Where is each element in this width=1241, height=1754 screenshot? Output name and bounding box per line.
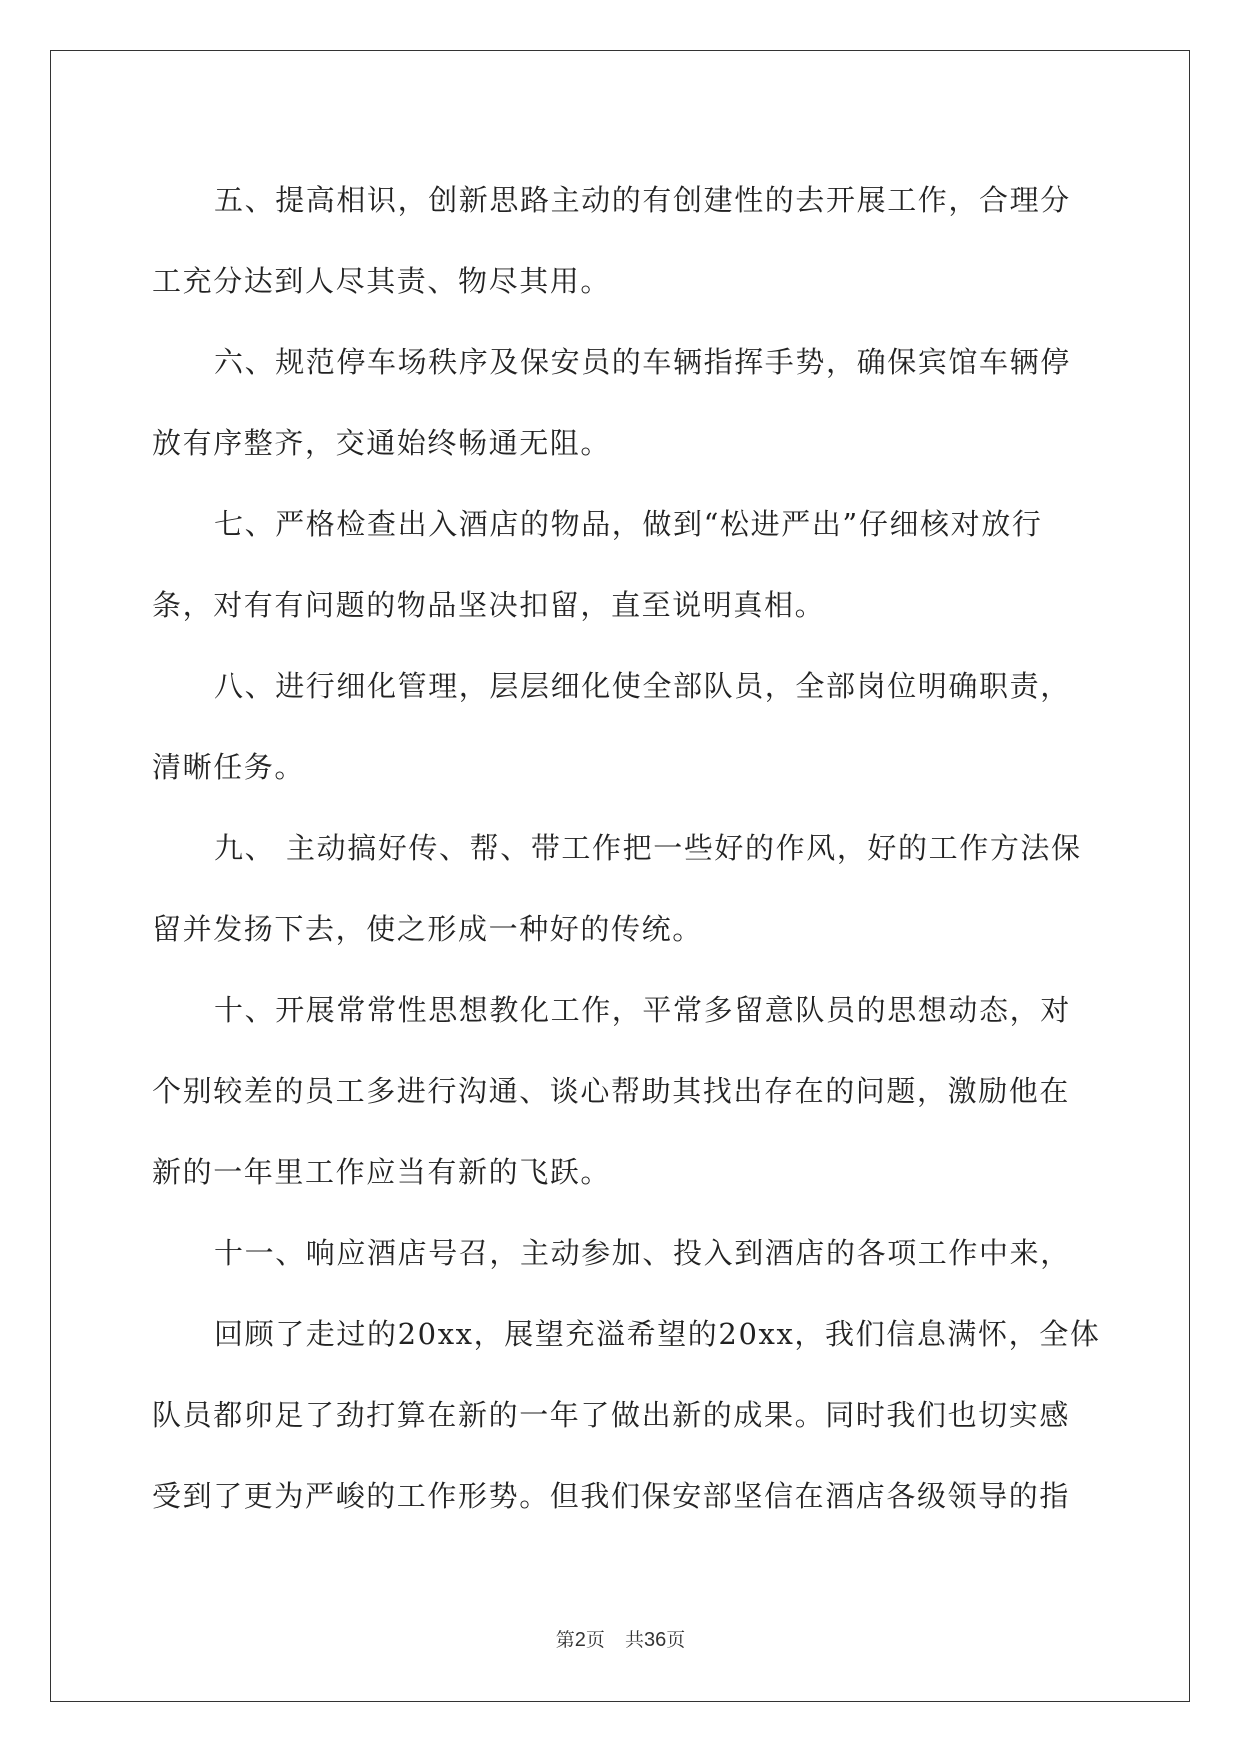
footer-total-pages: 36	[643, 1629, 667, 1651]
text-line: 清晰任务。	[152, 750, 306, 784]
text-line: 新的一年里工作应当有新的飞跃。	[152, 1155, 612, 1189]
text-line: 回顾了走过的20xx，展望充溢希望的20xx，我们信息满怀，全体	[214, 1317, 1101, 1351]
text-line: 八、进行细化管理，层层细化使全部队员，全部岗位明确职责，	[214, 669, 1071, 703]
footer-total-suffix: 页	[666, 1629, 686, 1651]
text-line: 个别较差的员工多进行沟通、谈心帮助其找出存在的问题，激励他在	[152, 1074, 1071, 1108]
footer-total-prefix: 共	[624, 1629, 644, 1651]
text-line: 六、规范停车场秩序及保安员的车辆指挥手势，确保宾馆车辆停	[214, 345, 1071, 379]
text-line: 放有序整齐，交通始终畅通无阻。	[152, 426, 612, 460]
text-line: 受到了更为严峻的工作形势。但我们保安部坚信在酒店各级领导的指	[152, 1479, 1071, 1513]
text-line: 留并发扬下去，使之形成一种好的传统。	[152, 912, 703, 946]
text-line: 工充分达到人尽其责、物尽其用。	[152, 264, 612, 298]
text-line: 七、严格检查出入酒店的物品，做到“松进严出”仔细核对放行	[214, 507, 1043, 541]
text-line: 九、 主动搞好传、帮、带工作把一些好的作风，好的工作方法保	[214, 831, 1082, 865]
document-body	[152, 160, 1101, 1537]
text-line: 十、开展常常性思想教化工作，平常多留意队员的思想动态，对	[214, 993, 1071, 1027]
text-line: 十一、响应酒店号召，主动参加、投入到酒店的各项工作中来，	[214, 1236, 1071, 1270]
text-line: 队员都卯足了劲打算在新的一年了做出新的成果。同时我们也切实感	[152, 1398, 1071, 1432]
text-line: 五、提高相识，创新思路主动的有创建性的去开展工作，合理分	[214, 183, 1071, 217]
footer-page-suffix: 页	[585, 1629, 605, 1651]
footer-page-prefix: 第	[555, 1629, 575, 1651]
footer-page-number: 2	[574, 1629, 586, 1651]
text-line: 条，对有有问题的物品坚决扣留，直至说明真相。	[152, 588, 826, 622]
page-footer	[0, 1625, 1241, 1652]
